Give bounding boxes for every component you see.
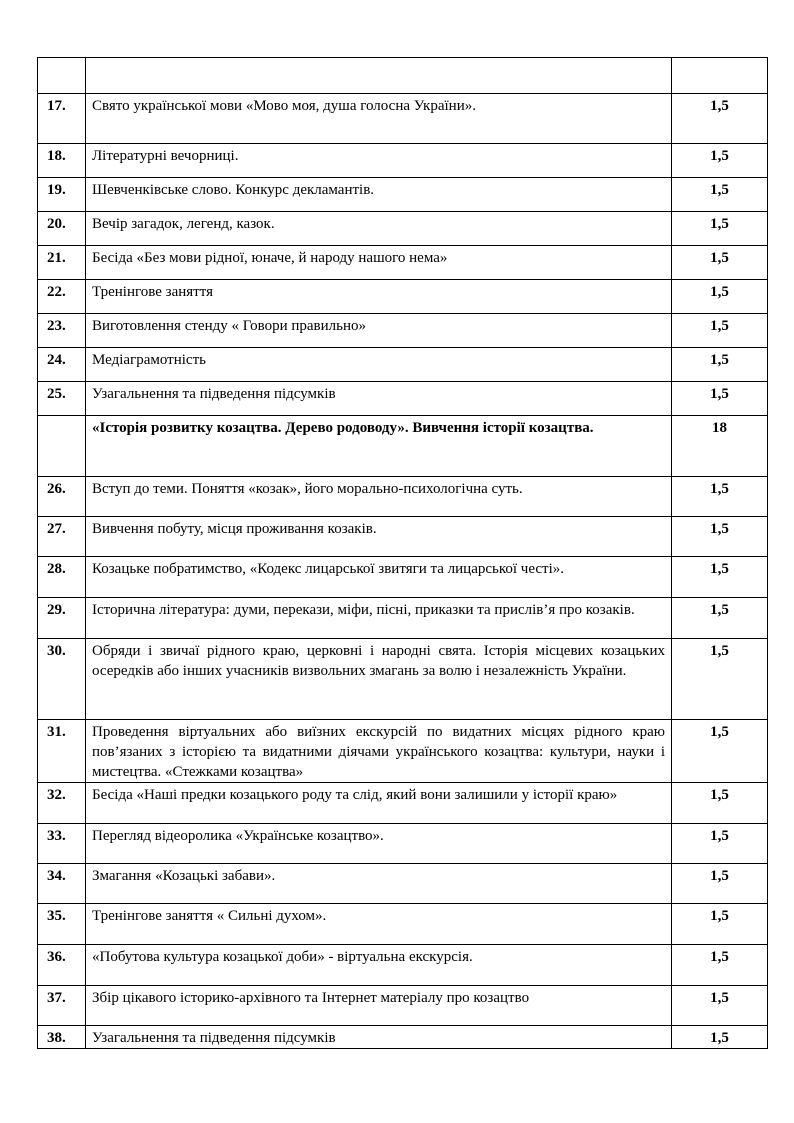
table-row <box>38 144 768 178</box>
row-number: 32. <box>38 783 86 824</box>
row-number: 22. <box>38 280 86 314</box>
row-number: 29. <box>38 598 86 639</box>
row-text: Вивчення побуту, місця проживання козаків. <box>86 517 672 557</box>
table-row <box>38 58 768 94</box>
row-hours: 1,5 <box>672 864 768 904</box>
row-hours: 1,5 <box>672 824 768 864</box>
row-hours: 1,5 <box>672 904 768 945</box>
row-hours: 1,5 <box>672 314 768 348</box>
table-row <box>38 382 768 416</box>
row-text: Тренінгове заняття <box>86 280 672 314</box>
row-number: 28. <box>38 557 86 598</box>
section-title: «Історія розвитку козацтва. Дерево родоводу». Вивчення історії козацтва. <box>86 416 672 477</box>
table-row <box>38 557 768 598</box>
row-hours: 1,5 <box>672 945 768 986</box>
row-text: Свято української мови «Мово моя, душа голосна України». <box>86 94 672 144</box>
row-hours: 1,5 <box>672 557 768 598</box>
table-row <box>38 824 768 864</box>
section-hours: 18 <box>672 416 768 477</box>
row-hours: 1,5 <box>672 639 768 720</box>
row-hours: 1,5 <box>672 382 768 416</box>
row-number: 27. <box>38 517 86 557</box>
program-table <box>37 57 768 1049</box>
row-number: 38. <box>38 1026 86 1049</box>
table-row <box>38 904 768 945</box>
table-row <box>38 598 768 639</box>
row-hours: 1,5 <box>672 477 768 517</box>
row-text: Обряди і звичаї рідного краю, церковні і народні свята. Історія місцевих козацьких осередків або інших учасників визвольних змагань за волю і незалежність України. <box>86 639 672 720</box>
row-text: Козацьке побратимство, «Кодекс лицарської звитяги та лицарської честі». <box>86 557 672 598</box>
row-text: Медіаграмотність <box>86 348 672 382</box>
table-row <box>38 246 768 280</box>
row-number: 17. <box>38 94 86 144</box>
table-row <box>38 945 768 986</box>
row-text: Літературні вечорниці. <box>86 144 672 178</box>
row-number: 30. <box>38 639 86 720</box>
row-number: 34. <box>38 864 86 904</box>
table-row <box>38 986 768 1026</box>
row-hours: 1,5 <box>672 986 768 1026</box>
row-number: 37. <box>38 986 86 1026</box>
row-text: Змагання «Козацькі забави». <box>86 864 672 904</box>
row-number: 23. <box>38 314 86 348</box>
row-hours: 1,5 <box>672 178 768 212</box>
table-row <box>38 639 768 720</box>
row-hours: 1,5 <box>672 144 768 178</box>
row-text: Узагальнення та підведення підсумків <box>86 1026 672 1049</box>
row-hours: 1,5 <box>672 783 768 824</box>
row-hours: 1,5 <box>672 212 768 246</box>
row-hours: 1,5 <box>672 94 768 144</box>
table-row <box>38 720 768 783</box>
table-row <box>38 178 768 212</box>
table-row <box>38 477 768 517</box>
table-row <box>38 94 768 144</box>
table-row <box>38 314 768 348</box>
row-number: 26. <box>38 477 86 517</box>
table-row <box>38 864 768 904</box>
row-number: 24. <box>38 348 86 382</box>
row-number: 19. <box>38 178 86 212</box>
table-row <box>38 517 768 557</box>
row-number <box>38 58 86 94</box>
row-hours: 1,5 <box>672 280 768 314</box>
table-row <box>38 783 768 824</box>
row-text: Виготовлення стенду « Говори правильно» <box>86 314 672 348</box>
row-text: Збір цікавого історико-архівного та Інтернет матеріалу про козацтво <box>86 986 672 1026</box>
section-heading-row <box>38 416 768 477</box>
row-number: 35. <box>38 904 86 945</box>
row-number: 36. <box>38 945 86 986</box>
row-text: «Побутова культура козацької доби» - віртуальна екскурсія. <box>86 945 672 986</box>
table-row <box>38 348 768 382</box>
row-text: Узагальнення та підведення підсумків <box>86 382 672 416</box>
row-text: Бесіда «Наші предки козацького роду та слід, який вони залишили у історії краю» <box>86 783 672 824</box>
row-hours: 1,5 <box>672 348 768 382</box>
row-text: Вечір загадок, легенд, казок. <box>86 212 672 246</box>
row-text: Шевченківське слово. Конкурс декламантів. <box>86 178 672 212</box>
row-text: Історична література: думи, перекази, міфи, пісні, приказки та прислів’я про козаків. <box>86 598 672 639</box>
table-row <box>38 280 768 314</box>
row-text: Вступ до теми. Поняття «козак», його морально-психологічна суть. <box>86 477 672 517</box>
row-text: Проведення віртуальних або виїзних екскурсій по видатних місцях рідного краю пов’язаних з історією та видатними діячами українського козацтва: культури, науки і мистецтва. «Стежками козацтва» <box>86 720 672 783</box>
table-row <box>38 212 768 246</box>
row-hours: 1,5 <box>672 598 768 639</box>
row-text <box>86 58 672 94</box>
row-hours: 1,5 <box>672 517 768 557</box>
row-number: 18. <box>38 144 86 178</box>
row-number: 20. <box>38 212 86 246</box>
row-number: 25. <box>38 382 86 416</box>
row-number: 31. <box>38 720 86 783</box>
row-text: Тренінгове заняття « Сильні духом». <box>86 904 672 945</box>
row-number: 21. <box>38 246 86 280</box>
row-hours: 1,5 <box>672 246 768 280</box>
row-hours: 1,5 <box>672 720 768 783</box>
table-row <box>38 1026 768 1049</box>
row-number <box>38 416 86 477</box>
row-hours: 1,5 <box>672 1026 768 1049</box>
row-number: 33. <box>38 824 86 864</box>
row-text: Бесіда «Без мови рідної, юначе, й народу нашого нема» <box>86 246 672 280</box>
row-hours <box>672 58 768 94</box>
row-text: Перегляд відеоролика «Українське козацтво». <box>86 824 672 864</box>
